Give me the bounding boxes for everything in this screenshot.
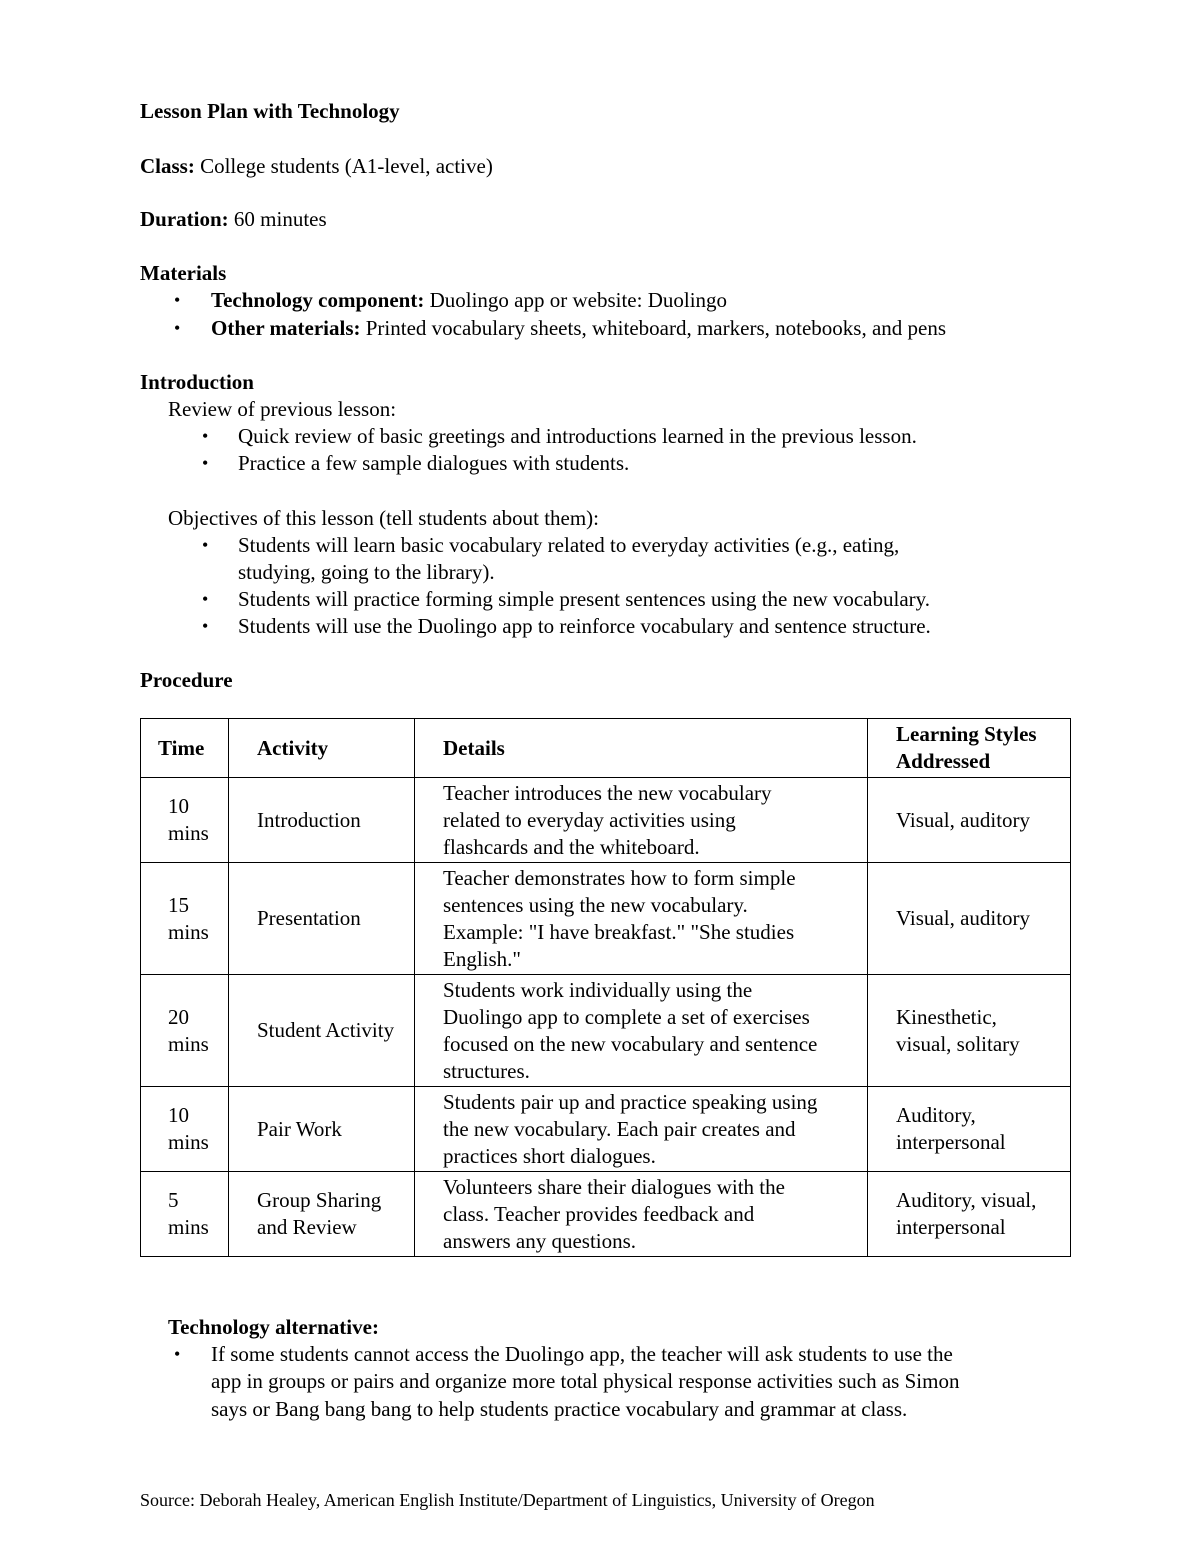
cell-styles: Auditory, interpersonal [868, 1087, 1071, 1172]
cell-styles: Auditory, visual, interpersonal [868, 1172, 1071, 1257]
table-row [141, 863, 1071, 975]
table-row [141, 975, 1071, 1087]
duration-line [140, 206, 327, 233]
header-styles: Learning Styles Addressed [868, 719, 1071, 778]
bullet-icon: • [174, 290, 181, 310]
cell-activity: Pair Work [229, 1087, 415, 1172]
cell-activity: Student Activity [229, 975, 415, 1087]
header-time: Time [141, 719, 229, 778]
cell-details: Teacher demonstrates how to form simple sentences using the new vocabulary. Example: "I have breakfast." "She studies English." [415, 863, 868, 975]
bullet-icon: • [202, 426, 209, 446]
bullet-icon: • [174, 1344, 181, 1364]
table-header-row [141, 719, 1071, 778]
header-details: Details [415, 719, 868, 778]
tech-alternative-line: If some students cannot access the Duolingo app, the teacher will ask students to use the [211, 1342, 953, 1366]
cell-time: 5 mins [141, 1172, 229, 1257]
class-label: Class: [140, 154, 195, 178]
tech-alternative-heading: Technology alternative: [168, 1315, 379, 1339]
objective-item: Students will learn basic vocabulary related to everyday activities (e.g., eating, [238, 533, 900, 557]
objectives-label: Objectives of this lesson (tell students about them): [168, 506, 600, 530]
tech-alternative-line: says or Bang bang bang to help students practice vocabulary and grammar at class. [211, 1397, 908, 1421]
bullet-icon: • [202, 453, 209, 473]
bullet-icon: • [202, 535, 209, 555]
materials-item: Technology component: Duolingo app or website: Duolingo [211, 288, 728, 312]
table-row [141, 1087, 1071, 1172]
table-row [141, 1172, 1071, 1257]
table-row [141, 778, 1071, 863]
cell-activity: Presentation [229, 863, 415, 975]
cell-details: Volunteers share their dialogues with the class. Teacher provides feedback and answers any questions. [415, 1172, 868, 1257]
review-item: Quick review of basic greetings and introductions learned in the previous lesson. [238, 424, 917, 448]
bullet-icon: • [202, 589, 209, 609]
cell-styles: Kinesthetic, visual, solitary [868, 975, 1071, 1087]
bullet-icon: • [174, 318, 181, 338]
cell-details: Students pair up and practice speaking using the new vocabulary. Each pair creates and practices short dialogues. [415, 1087, 868, 1172]
objective-item: Students will practice forming simple present sentences using the new vocabulary. [238, 587, 931, 611]
objective-item: Students will use the Duolingo app to reinforce vocabulary and sentence structure. [238, 614, 931, 638]
cell-time: 10 mins [141, 778, 229, 863]
header-activity: Activity [229, 719, 415, 778]
cell-details: Teacher introduces the new vocabulary related to everyday activities using flashcards and the whiteboard. [415, 778, 868, 863]
cell-details: Students work individually using the Duolingo app to complete a set of exercises focused on the new vocabulary and sentence structures. [415, 975, 868, 1087]
source-footer: Source: Deborah Healey, American English Institute/Department of Linguistics, University of Oregon [140, 1490, 875, 1510]
duration-label: Duration: [140, 207, 229, 231]
cell-time: 15 mins [141, 863, 229, 975]
class-line [140, 153, 493, 180]
class-value: College students (A1-level, active) [200, 154, 493, 178]
materials-heading: Materials [140, 261, 227, 285]
cell-time: 20 mins [141, 975, 229, 1087]
cell-time: 10 mins [141, 1087, 229, 1172]
duration-value: 60 minutes [233, 207, 327, 231]
review-label: Review of previous lesson: [168, 397, 397, 421]
tech-alternative-line: app in groups or pairs and organize more total physical response activities such as Simon [211, 1369, 960, 1393]
cell-styles: Visual, auditory [868, 778, 1071, 863]
cell-styles: Visual, auditory [868, 863, 1071, 975]
bullet-icon: • [202, 616, 209, 636]
procedure-table [140, 718, 1071, 1257]
objective-item-continued: studying, going to the library). [238, 560, 495, 584]
review-item: Practice a few sample dialogues with students. [238, 451, 630, 475]
introduction-heading: Introduction [140, 370, 254, 394]
page-title: Lesson Plan with Technology [140, 99, 400, 123]
cell-activity: Introduction [229, 778, 415, 863]
cell-activity: Group Sharing and Review [229, 1172, 415, 1257]
procedure-heading: Procedure [140, 668, 233, 692]
materials-item: Other materials: Printed vocabulary sheets, whiteboard, markers, notebooks, and pens [211, 316, 947, 340]
